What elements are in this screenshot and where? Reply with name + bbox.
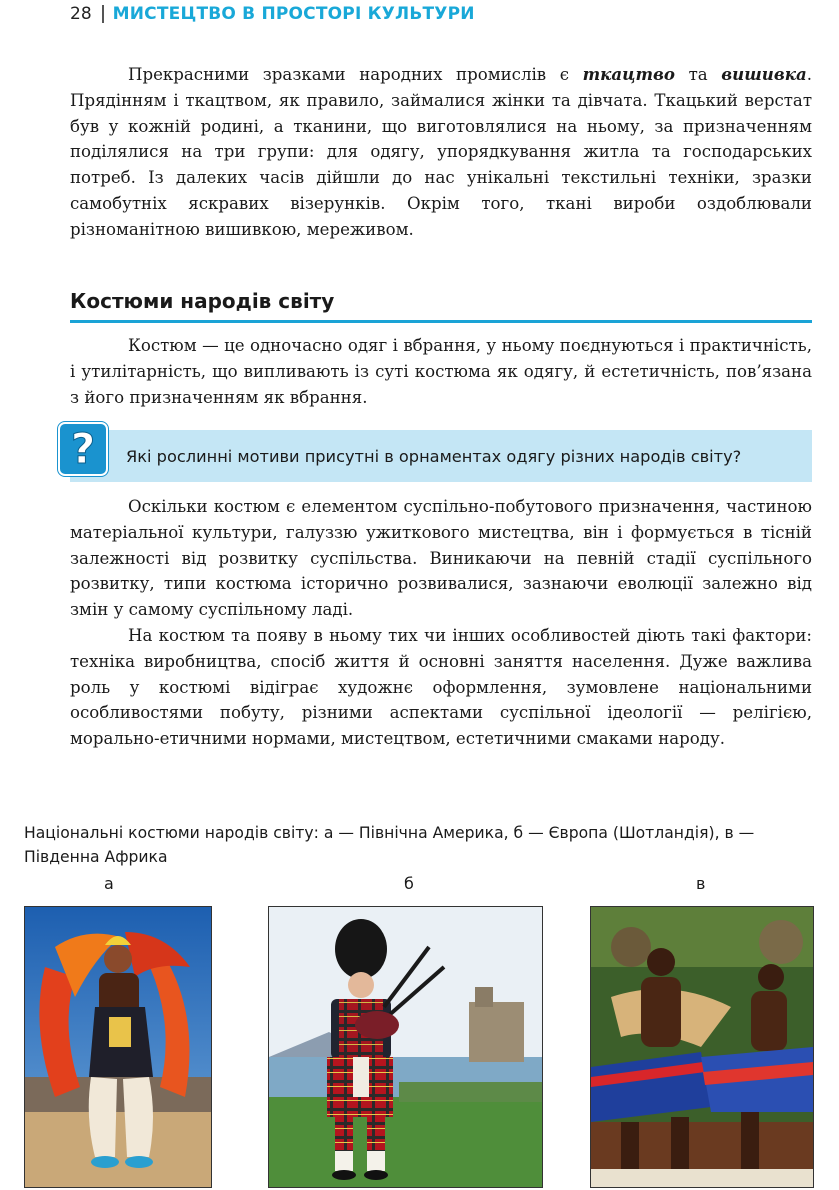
running-header — [70, 0, 475, 28]
intro-paragraph — [70, 62, 812, 243]
header-title: МИСТЕЦТВО В ПРОСТОРІ КУЛЬТУРИ — [112, 4, 475, 24]
question-text: Які рослинні мотиви присутні в орнаментах одягу різних народів світу? — [126, 446, 742, 466]
dancer-illustration — [25, 907, 211, 1187]
intro-text-end: . Прядінням і ткацтвом, як правило, займалися жінки та дівчата. Ткацький верстат був у кожній родині, а тканини, що виготовлялися на ньому, за призначенням поділялися на три групи: для одягу, упорядкування житла та господарських потреб. Із далеких часів дійшли до нас унікальні текстильні техніки, зразки самобутніх яскравих візерунків. Окрім того, ткані вироби оздоблювали різноманітною вишивкою, мереживом. — [70, 65, 812, 239]
photo-north-america — [24, 906, 212, 1188]
dancers-illustration — [591, 907, 813, 1187]
header-divider — [102, 5, 104, 23]
figure-caption: Національні костюми народів світу: а — Північна Америка, б — Європа (Шотландія), в — Південна Африка — [24, 824, 755, 866]
photo-label-a: а — [104, 874, 114, 893]
photo-south-africa — [590, 906, 814, 1188]
question-mark-icon: ? — [58, 422, 108, 476]
photo-label-b: б — [404, 874, 414, 893]
body-paragraph-2: На костюм та появу в ньому тих чи інших особливостей діють такі фактори: техніка виробництва, спосіб життя й основні заняття населення. Дуже важлива роль у костюмі відіграє художнє оформлення, зумовлене національними особливостями побуту, різними аспектами суспільної ідеології — релігією, морально-етичними нормами, мистецтвом, естетичними смаками народу. — [70, 626, 812, 749]
section-rule — [70, 320, 812, 323]
intro-text-start: Прекрасними зразками народних промислів є — [128, 65, 583, 84]
body-paragraph-1: Оскільки костюм є елементом суспільно-побутового призначення, частиною матеріальної культури, галуззю ужиткового мистецтва, він і формується в тісній залежності від розвитку суспільства. Виникаючи на певній стадії суспільного розвитку, типи костюма історично розвивалися, зазнаючи еволюції залежно від змін у самому суспільному ладі. — [70, 497, 812, 620]
section-title: Костюми народів світу — [70, 289, 335, 313]
photo-label-c: в — [696, 874, 706, 893]
term-weaving: ткацтво — [582, 64, 676, 84]
piper-illustration — [269, 907, 542, 1187]
definition-paragraph: Костюм — це одночасно одяг і вбрання, у ньому поєднуються і практичність, і утилітарність, що випливають із суті костюма як одягу, й естетичність, пов’язана з його призначенням як вбрання. — [70, 336, 812, 407]
page-number: 28 — [70, 4, 92, 24]
photo-europe-scotland — [268, 906, 543, 1188]
intro-text-mid: та — [675, 65, 722, 84]
question-box — [70, 424, 812, 482]
term-embroidery: вишивка — [721, 64, 807, 84]
